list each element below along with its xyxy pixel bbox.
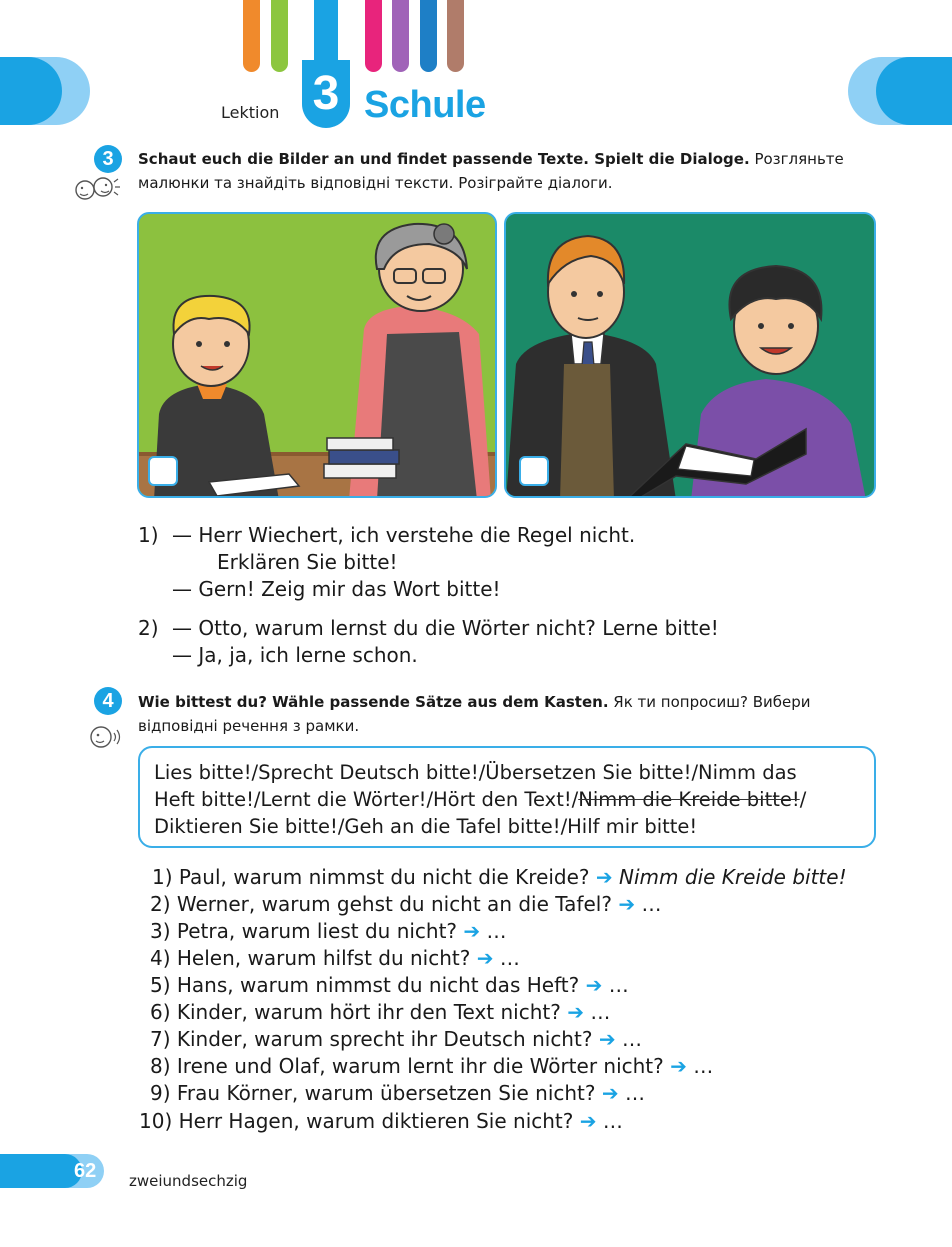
dialogue-2-line-1: — Otto, warum lernst du die Wörter nicht? Lerne bitte! xyxy=(172,616,719,640)
dialogue-2-line-2: — Ja, ja, ich lerne schon. xyxy=(172,643,418,667)
instruction-de: Wie bittest du? Wähle passende Sätze aus dem Kasten. xyxy=(138,693,609,711)
color-stripe xyxy=(271,0,288,72)
question-text: 3) Petra, warum liest du nicht? xyxy=(150,919,458,943)
struck-phrase: Nimm die Kreide bitte! xyxy=(578,788,800,811)
question-10 xyxy=(139,1108,623,1135)
footer-tab xyxy=(0,1154,82,1188)
exercise-3-badge: 3 xyxy=(94,145,122,173)
question-6 xyxy=(150,999,610,1026)
question-text: 5) Hans, warum nimmst du nicht das Heft? xyxy=(150,973,580,997)
question-4 xyxy=(150,945,520,972)
picture-1 xyxy=(137,212,497,498)
answer-text: … xyxy=(693,1054,714,1078)
dialogue-1-line-2: Erklären Sie bitte! xyxy=(217,550,398,574)
word-box-line-2-end: / xyxy=(799,788,807,811)
arrow-icon: ➔ xyxy=(476,946,494,970)
exercise-4-badge: 4 xyxy=(94,687,122,715)
arrow-icon: ➔ xyxy=(595,865,613,889)
exercise-3-instruction xyxy=(138,147,878,195)
question-text: 4) Helen, warum hilfst du nicht? xyxy=(150,946,471,970)
question-2 xyxy=(150,891,661,918)
question-1 xyxy=(152,864,847,891)
answer-text: … xyxy=(625,1081,646,1105)
instruction-de: Schaut euch die Bilder an und findet passende Texte. Spielt die Dialoge. xyxy=(138,150,750,168)
arrow-icon: ➔ xyxy=(618,892,636,916)
question-5 xyxy=(150,972,629,999)
word-box-line-2 xyxy=(154,786,860,813)
color-stripe xyxy=(243,0,260,72)
question-text: 1) Paul, warum nimmst du nicht die Kreide? xyxy=(152,865,590,889)
answer-text: … xyxy=(641,892,662,916)
question-text: 2) Werner, warum gehst du nicht an die Tafel? xyxy=(150,892,612,916)
answer-text: … xyxy=(608,973,629,997)
picture-1-answer-box[interactable] xyxy=(148,456,178,486)
answer-text: … xyxy=(602,1109,623,1133)
arrow-icon: ➔ xyxy=(463,919,481,943)
word-box-line-2-start: Heft bitte!/Lernt die Wörter!/Hört den Text!/ xyxy=(154,788,579,811)
dialogue-1-line-3: — Gern! Zeig mir das Wort bitte! xyxy=(172,577,501,601)
page-number-word: zweiundsechzig xyxy=(129,1172,248,1190)
lesson-number-stem xyxy=(314,0,338,64)
picture-2-answer-box[interactable] xyxy=(519,456,549,486)
color-stripe xyxy=(365,0,382,72)
arrow-icon: ➔ xyxy=(670,1054,687,1078)
arrow-icon: ➔ xyxy=(598,1027,616,1051)
answer-text: … xyxy=(590,1000,611,1024)
color-stripe xyxy=(420,0,437,72)
header-tab-right xyxy=(876,57,952,125)
answer-text: … xyxy=(486,919,507,943)
arrow-icon: ➔ xyxy=(601,1081,619,1105)
arrow-icon: ➔ xyxy=(579,1109,597,1133)
answer-text: … xyxy=(621,1027,642,1051)
answer-text: Nimm die Kreide bitte! xyxy=(619,865,847,889)
question-text: 7) Kinder, warum sprecht ihr Deutsch nicht? xyxy=(150,1027,593,1051)
lesson-number: 3 xyxy=(302,60,350,128)
picture-2 xyxy=(504,212,876,498)
dialogue-1-number: 1) xyxy=(138,523,159,547)
instruction-uk: Розгляньте малюнки та знайдіть відповідні тексти. Розіграйте діалоги. xyxy=(138,150,844,192)
question-text: 9) Frau Körner, warum übersetzen Sie nicht? xyxy=(150,1081,596,1105)
dialogue-2-number: 2) xyxy=(138,616,159,640)
question-9 xyxy=(150,1080,645,1107)
instruction-uk: Як ти попросиш? Вибери відповідні речення з рамки. xyxy=(138,693,811,735)
question-7 xyxy=(150,1026,642,1053)
page-number: 62 xyxy=(74,1160,97,1182)
word-box xyxy=(138,746,876,848)
question-text: 6) Kinder, warum hört ihr den Text nicht? xyxy=(150,1000,561,1024)
color-stripe xyxy=(392,0,409,72)
exercise-4-instruction xyxy=(138,690,878,738)
word-box-line-1: Lies bitte!/Sprecht Deutsch bitte!/Übersetzen Sie bitte!/Nimm das xyxy=(154,761,797,784)
color-stripe xyxy=(447,0,464,72)
pair-talk-icon xyxy=(72,176,122,206)
question-3 xyxy=(150,918,507,945)
answer-text: … xyxy=(499,946,520,970)
question-text: 10) Herr Hagen, warum diktieren Sie nicht? xyxy=(139,1109,574,1133)
word-box-line-3: Diktieren Sie bitte!/Geh an die Tafel bitte!/Hilf mir bitte! xyxy=(154,815,698,838)
question-8 xyxy=(150,1053,713,1080)
question-text: 8) Irene und Olaf, warum lernt ihr die Wörter nicht? xyxy=(150,1054,664,1078)
dialogue-1-line-1: — Herr Wiechert, ich verstehe die Regel nicht. xyxy=(172,523,636,547)
lesson-word: Lektion xyxy=(221,103,280,122)
arrow-icon: ➔ xyxy=(585,973,603,997)
speaking-icon xyxy=(88,724,122,754)
arrow-icon: ➔ xyxy=(567,1000,584,1024)
lesson-title: Schule xyxy=(364,84,486,126)
